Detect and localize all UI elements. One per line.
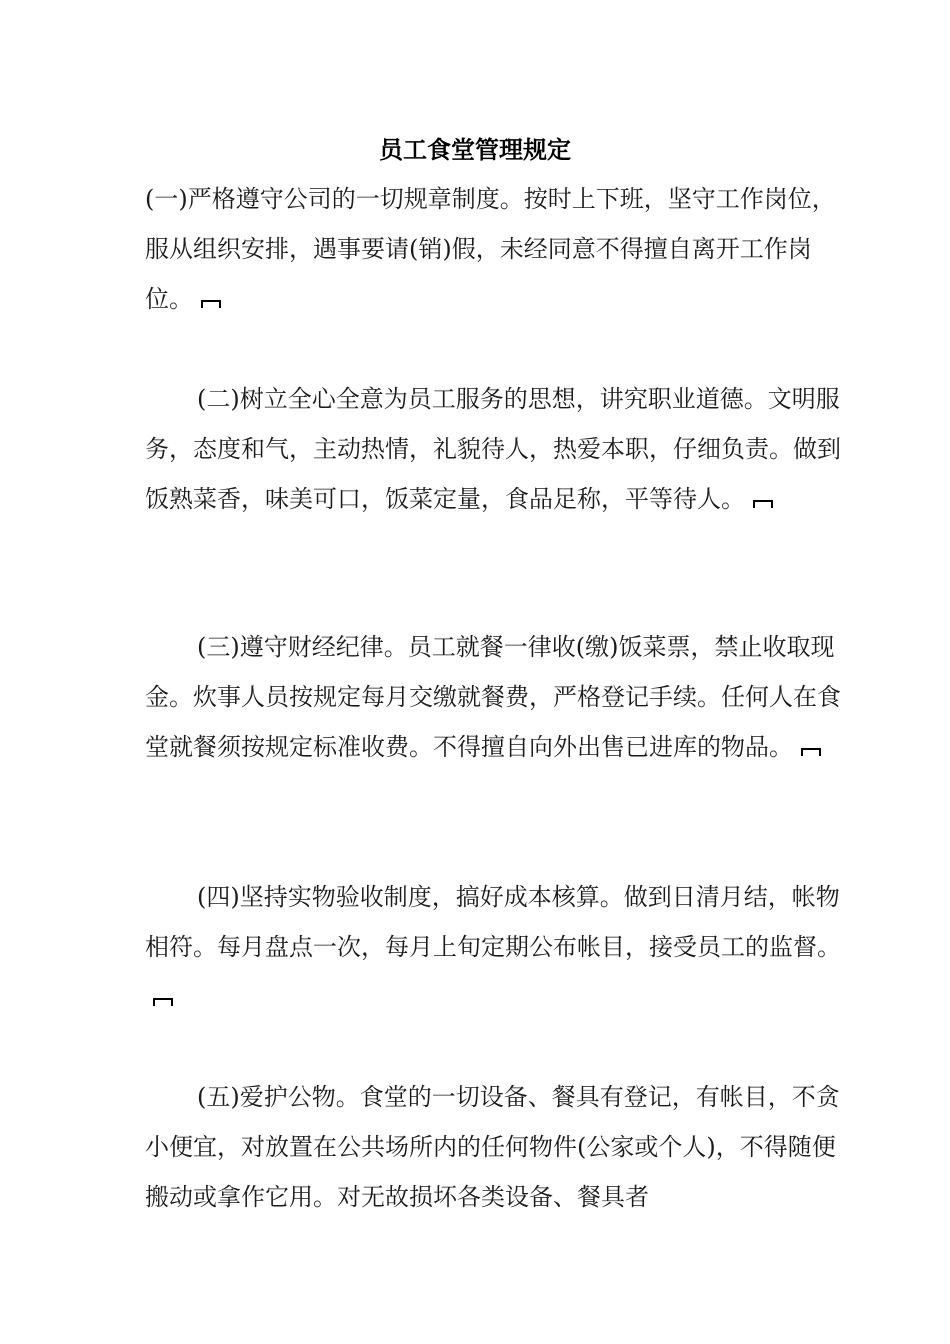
- paragraph-4: [145, 872, 845, 1022]
- paragraph-2-text: (二)树立全心全意为员工服务的思想，讲究职业道德。文明服务，态度和气，主动热情，礼貌待人，热爱本职，仔细负责。做到饭熟菜香，味美可口，饭菜定量，食品足称，平等待人。: [145, 385, 841, 513]
- paragraph-5: [145, 1072, 845, 1222]
- document-title: 员工食堂管理规定: [379, 135, 571, 164]
- paragraph-mark-icon: [153, 997, 173, 1007]
- paragraph-mark-icon: [753, 499, 773, 509]
- paragraph-1-text: (一)严格遵守公司的一切规章制度。按时上下班，坚守工作岗位，服从组织安排，遇事要请(销)假，未经同意不得擅自离开工作岗位。: [145, 185, 836, 313]
- paragraph-mark-icon: [801, 747, 821, 757]
- paragraph-3: [145, 622, 845, 772]
- paragraph-2: [145, 374, 845, 524]
- paragraph-3-text: (三)遵守财经纪律。员工就餐一律收(缴)饭菜票，禁止收取现金。炊事人员按规定每月交缴就餐费，严格登记手续。任何人在食堂就餐须按规定标准收费。不得擅自向外出售已进库的物品。: [145, 633, 841, 761]
- paragraph-4-text: (四)坚持实物验收制度，搞好成本核算。做到日清月结，帐物相符。每月盘点一次，每月上旬定期公布帐目，接受员工的监督。: [145, 883, 841, 961]
- paragraph-1: [145, 174, 845, 324]
- paragraph-5-text: (五)爱护公物。食堂的一切设备、餐具有登记，有帐目，不贪小便宜，对放置在公共场所内的任何物件(公家或个人)，不得随便搬动或拿作它用。对无故损坏各类设备、餐具者: [145, 1083, 840, 1211]
- paragraph-mark-icon: [201, 299, 221, 309]
